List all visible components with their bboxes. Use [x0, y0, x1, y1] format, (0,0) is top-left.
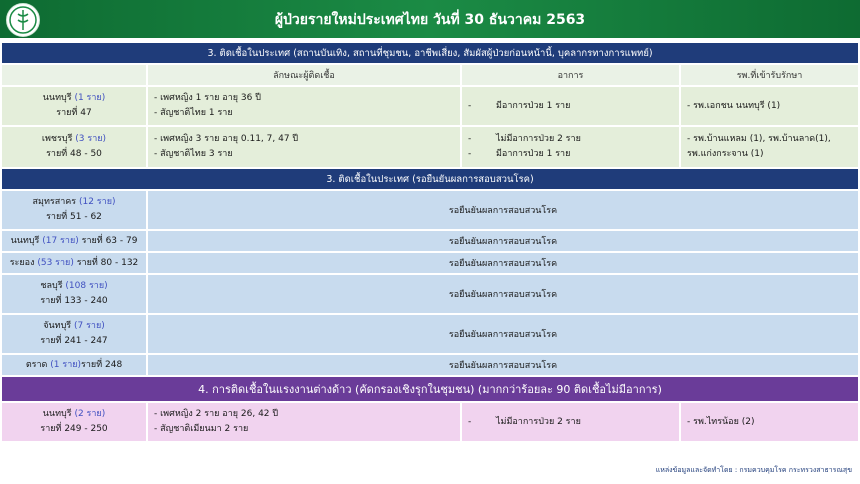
- case-range: รายที่ 248: [81, 359, 123, 370]
- case-count: (17 ราย): [42, 235, 79, 246]
- section-title: 3. ติดเชื้อในประเทศ (รอยืนยันผลการสอบสวนโรค): [2, 169, 858, 189]
- case-range: รายที่ 47: [56, 108, 92, 118]
- section-title: 4. การติดเชื้อในแรงงานต่างด้าว (คัดกรองเชิงรุกในชุมชน) (มากกว่าร้อยละ 90 ติดเชื้อไม่มีอาการ): [2, 377, 858, 401]
- table-row: [2, 127, 858, 167]
- province-name: นนทบุรี: [42, 409, 72, 419]
- table-row: [2, 253, 858, 273]
- section-header: [2, 43, 858, 63]
- case-range: รายที่ 249 - 250: [40, 424, 108, 434]
- province-cell: [2, 275, 146, 313]
- case-count: (7 ราย): [74, 321, 105, 331]
- status-cell: รอยืนยันผลการสอบสวนโรค: [146, 253, 858, 273]
- feature-line: - สัญชาติไทย 3 ราย: [154, 149, 233, 159]
- province-name: ตราด: [25, 359, 48, 370]
- province-cell: [2, 355, 146, 375]
- bullet-dash: -: [468, 134, 472, 144]
- bullet-dash: -: [468, 149, 472, 159]
- column-header-row: [2, 65, 858, 85]
- column-header-symptoms: อาการ: [460, 65, 679, 85]
- features-cell: [146, 127, 460, 167]
- feature-line: - สัญชาติเมียนมา 2 ราย: [154, 424, 249, 434]
- column-header-province: [2, 65, 146, 85]
- section-title: 3. ติดเชื้อในประเทศ (สถานบันเทิง, สถานที่ชุมชน, อาชีพเสี่ยง, สัมผัสผู้ป่วยก่อนหน้านี้, บุคลากรทางการแพทย์): [2, 43, 858, 63]
- case-range: รายที่ 51 - 62: [46, 212, 102, 222]
- case-count: (3 ราย): [75, 134, 107, 144]
- province-cell: [2, 191, 146, 229]
- case-count: (53 ราย): [37, 257, 74, 268]
- status-cell: รอยืนยันผลการสอบสวนโรค: [146, 275, 858, 313]
- case-count: (1 ราย): [50, 359, 82, 370]
- symptom-line: ไม่มีอาการป่วย 2 ราย: [496, 134, 581, 144]
- case-range: รายที่ 63 - 79: [81, 235, 138, 246]
- hospital-cell: - รพ.บ้านแหลม (1), รพ.บ้านลาด(1), รพ.แก่งกระจาน (1): [679, 127, 858, 167]
- features-cell: [146, 403, 460, 441]
- table-row: [2, 87, 858, 125]
- province-name: ระยอง: [9, 257, 35, 268]
- symptoms-cell: [460, 127, 679, 167]
- column-header-hospital: รพ.ที่เข้ารับรักษา: [679, 65, 858, 85]
- status-cell: รอยืนยันผลการสอบสวนโรค: [146, 231, 858, 251]
- symptoms-cell: [460, 403, 679, 441]
- feature-line: - เพศหญิง 1 ราย อายุ 36 ปี: [154, 93, 261, 103]
- features-cell: [146, 87, 460, 125]
- case-range: รายที่ 241 - 247: [40, 336, 108, 346]
- province-cell: [2, 231, 146, 251]
- province-name: ชลบุรี: [40, 281, 63, 291]
- province-cell: [2, 403, 146, 441]
- province-cell: [2, 127, 146, 167]
- title-bar: [0, 0, 860, 38]
- case-range: รายที่ 133 - 240: [40, 296, 108, 306]
- status-cell: รอยืนยันผลการสอบสวนโรค: [146, 355, 858, 375]
- status-cell: รอยืนยันผลการสอบสวนโรค: [146, 191, 858, 229]
- section-header: [2, 377, 858, 401]
- hospital-cell: - รพ.ไทรน้อย (2): [679, 403, 858, 441]
- feature-line: - เพศหญิง 2 ราย อายุ 26, 42 ปี: [154, 409, 279, 419]
- symptom-line: ไม่มีอาการป่วย 2 ราย: [496, 416, 581, 427]
- case-count: (12 ราย): [78, 197, 116, 207]
- province-cell: [2, 87, 146, 125]
- province-cell: [2, 253, 146, 273]
- page-title: ผู้ป่วยรายใหม่ประเทศไทย วันที่ 30 ธันวาคม 2563: [274, 12, 586, 28]
- hospital-cell: - รพ.เอกชน นนทบุรี (1): [679, 87, 858, 125]
- case-range: รายที่ 48 - 50: [46, 149, 102, 159]
- feature-line: - สัญชาติไทย 1 ราย: [154, 108, 233, 118]
- case-range: รายที่ 80 - 132: [76, 257, 139, 268]
- case-count: (1 ราย): [74, 93, 106, 103]
- case-count: (2 ราย): [74, 409, 106, 419]
- bullet-dash: -: [468, 416, 472, 427]
- province-name: เพชรบุรี: [41, 134, 73, 144]
- bullet-dash: -: [468, 100, 472, 111]
- province-cell: [2, 315, 146, 353]
- cases-table: [2, 41, 858, 443]
- table-row: [2, 191, 858, 229]
- symptom-line: มีอาการป่วย 1 ราย: [496, 100, 571, 111]
- table-row: [2, 355, 858, 375]
- table-row: [2, 275, 858, 313]
- case-count: (108 ราย): [65, 281, 108, 291]
- table-row: [2, 403, 858, 441]
- province-name: นนทบุรี: [10, 235, 40, 246]
- symptoms-cell: [460, 87, 679, 125]
- column-header-features: ลักษณะผู้ติดเชื้อ: [146, 65, 460, 85]
- province-name: นนทบุรี: [42, 93, 72, 103]
- section-header: [2, 169, 858, 189]
- status-cell: รอยืนยันผลการสอบสวนโรค: [146, 315, 858, 353]
- province-name: จันทบุรี: [43, 321, 72, 331]
- province-name: สมุทรสาคร: [32, 197, 77, 207]
- feature-line: - เพศหญิง 3 ราย อายุ 0.11, 7, 47 ปี: [154, 134, 299, 144]
- source-note: แหล่งข้อมูลและจัดทำโดย : กรมควบคุมโรค กระทรวงสาธารณสุข: [655, 466, 852, 474]
- symptom-line: มีอาการป่วย 1 ราย: [496, 149, 571, 159]
- table-row: [2, 315, 858, 353]
- table-row: [2, 231, 858, 251]
